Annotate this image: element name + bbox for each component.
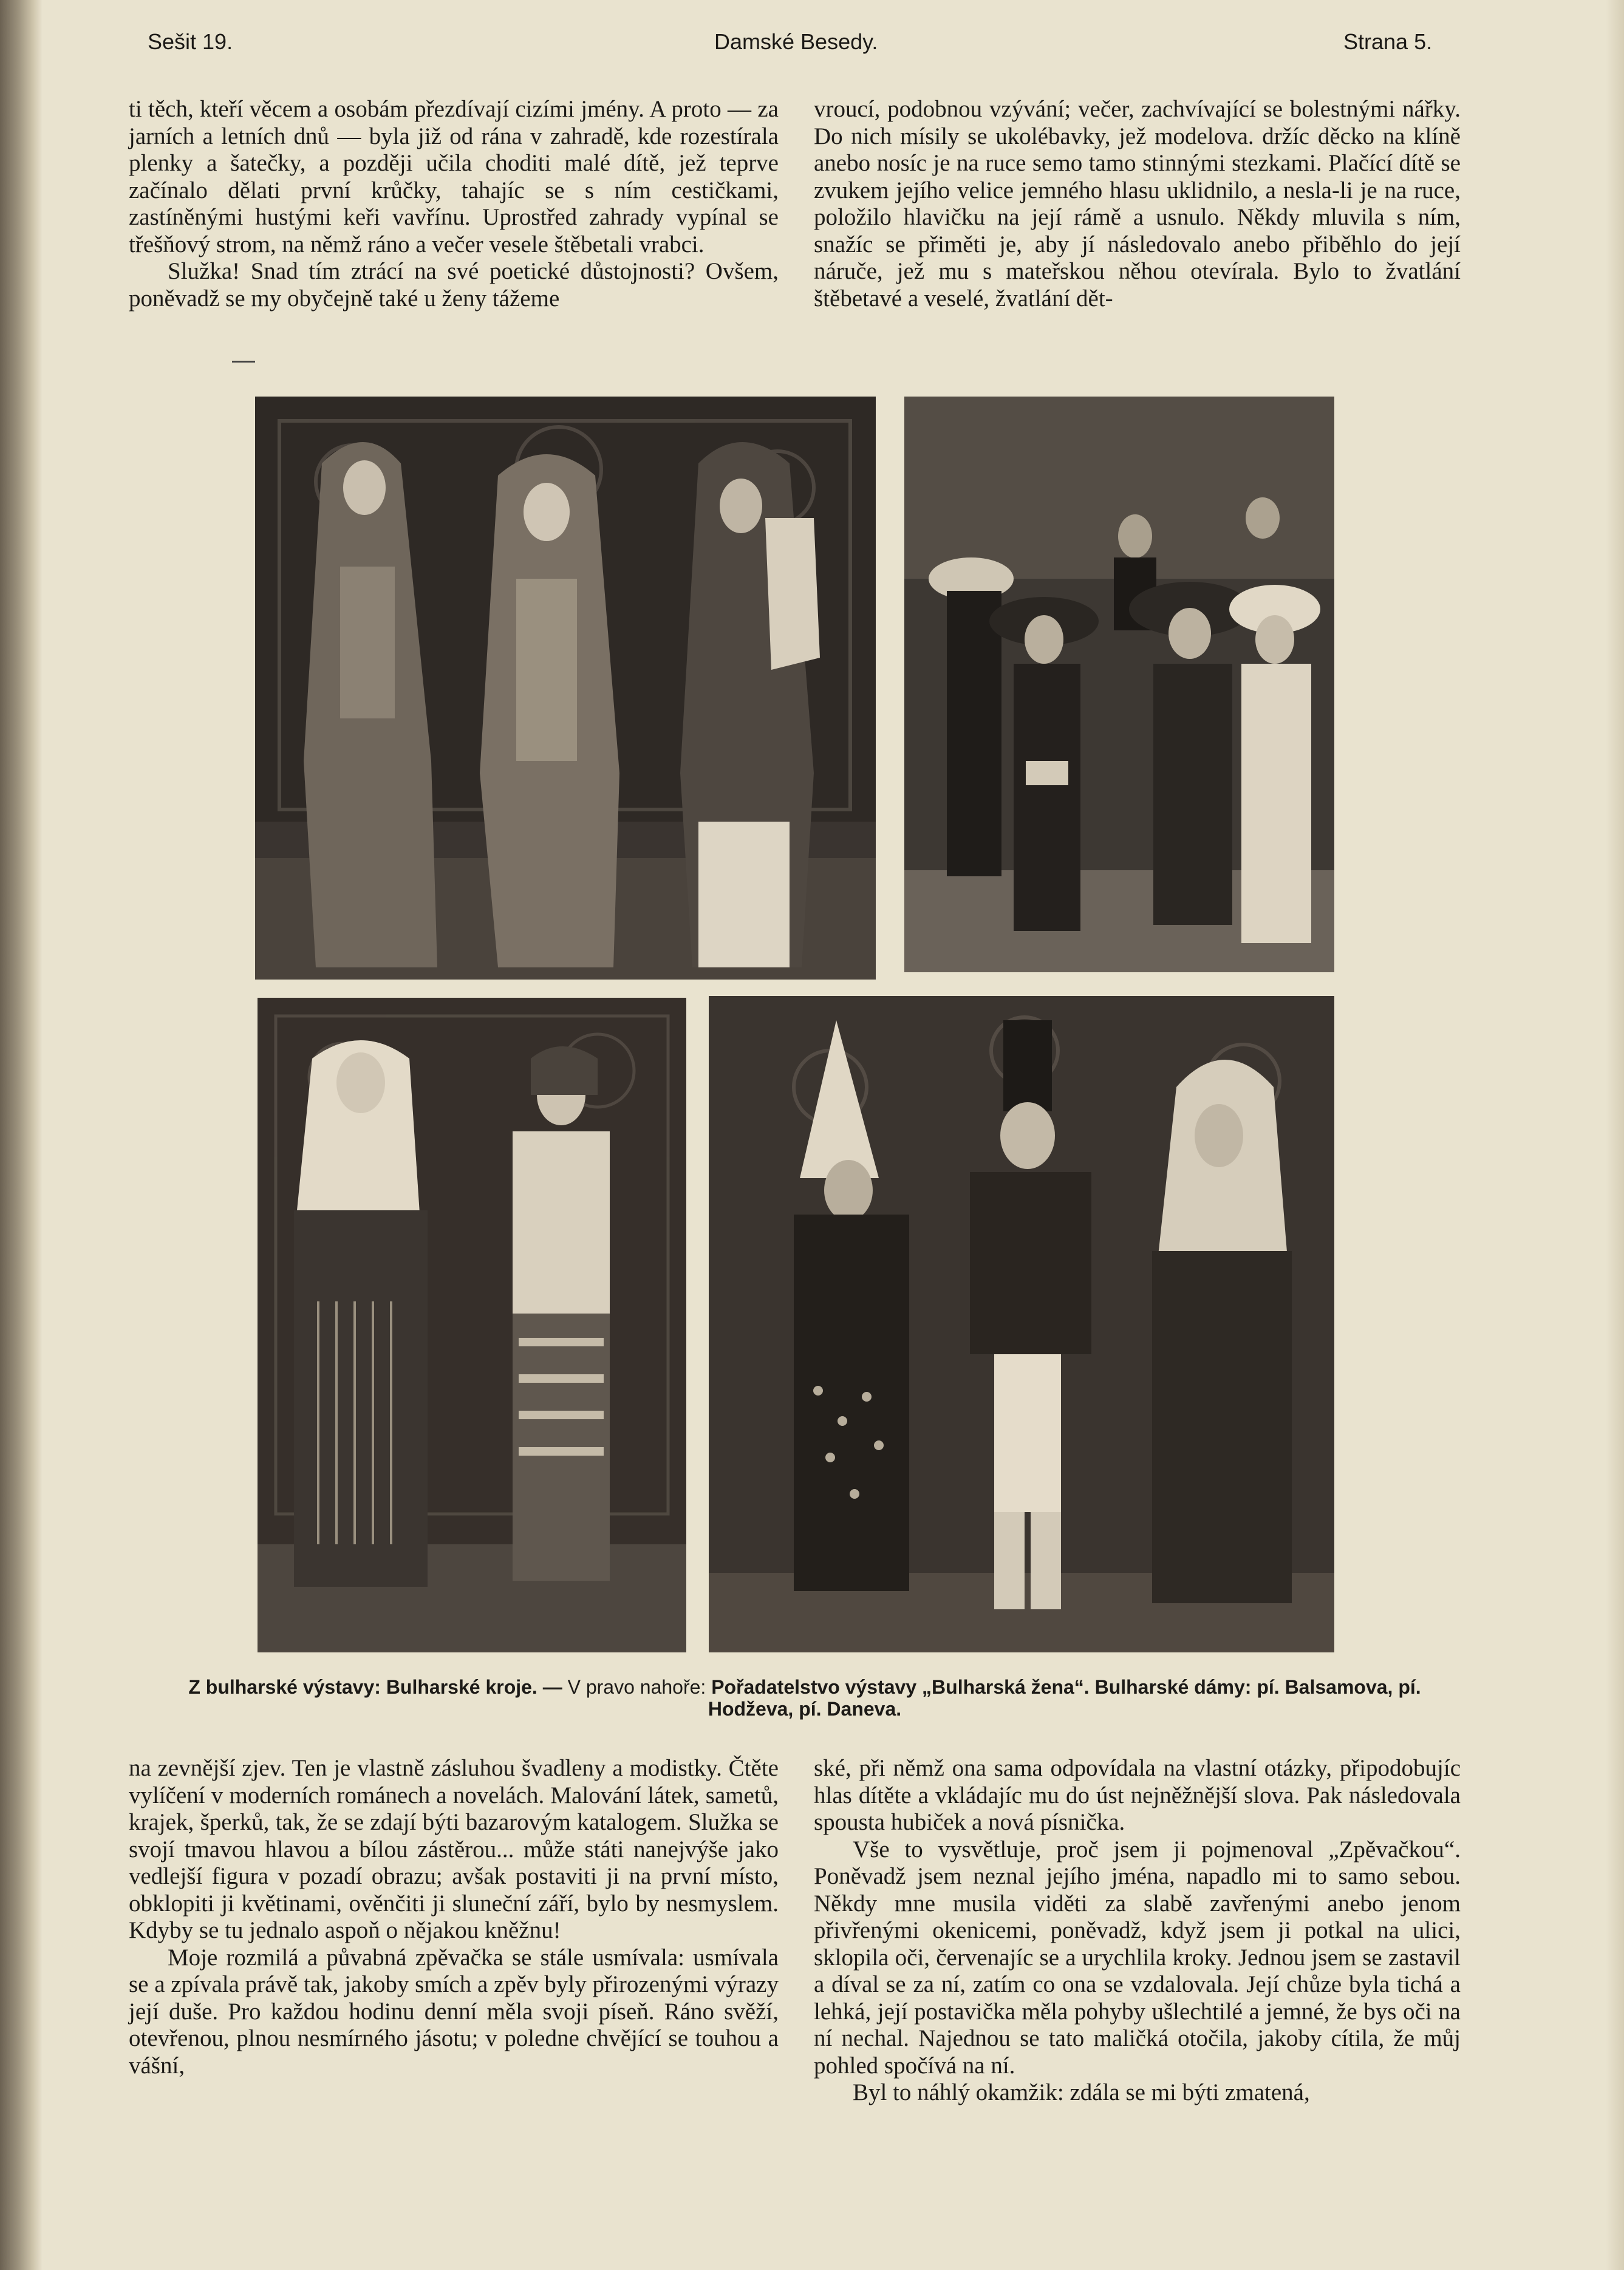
header-issue: Sešit 19. — [148, 29, 233, 54]
text-column-top-right — [814, 96, 1461, 312]
paragraph: ské, při němž ona sama odpovídala na vlastní otázky, připodobujíc hlas dítěte a vkládajíc mu do úst nejněžnější slova. Pak následovala spousta hubiček a nová písnička. — [814, 1755, 1461, 1835]
caption-position: V pravo nahoře: — [562, 1676, 712, 1698]
paragraph: Vše to vysvětluje, proč jsem ji pojmenoval „Zpěvačkou“. Poněvadž jsem neznal jejího jména, napadlo mi to samo sebou. Někdy mne musila viděti za slabě zavřenými anebo jenom přivřenými okenicemi, poněvadž, když jsem ji potkal na ulici, sklopila oči, červenajíc se a urychlila kroky. Jednou jsem se zastavil a díval se za ní, zatím co ona se vzdalovala. Její chůze byla tichá a lehká, její postavička měla pohyby ušlechtilé a jemné, že bys oči na ní nechal. Najednou se tato maličká otočila, jakoby cítila, že můj pohled spočívá na ní. — [814, 1836, 1461, 2079]
caption-description: Pořadatelstvo výstavy „Bulharská žena“. Bulharské dámy: pí. Balsamova, pí. Hodževa, pí. Daneva. — [708, 1676, 1421, 1720]
photo-three-women-costumes — [255, 397, 876, 980]
photo-man-and-women-costumes — [709, 996, 1334, 1652]
separator-dash — [232, 361, 255, 363]
page-binding-shadow — [0, 0, 43, 2270]
paragraph: Byl to náhlý okamžik: zdála se mi býti zmatená, — [853, 2079, 1310, 2105]
photo-two-women-costumes — [258, 998, 686, 1652]
photo-caption — [152, 1676, 1458, 1720]
page-edge — [1606, 0, 1624, 2270]
photo-organizers-group — [904, 397, 1334, 972]
header-title: Damské Besedy. — [714, 29, 878, 54]
header-page: Strana 5. — [1343, 29, 1433, 54]
text-column-bottom-right — [814, 1755, 1461, 2107]
paragraph: ti těch, kteří věcem a osobám přezdívají cizími jmény. A proto — za jarních a letních dnů — byla již od rána v zahradě, kde rozestírala plenky a šatečky, a později učila choditi malé dítě, jež teprve začínalo dělati první krůčky, tahajíc se s ním cestičkami, zastíněnými hustými keři vavřínu. Uprostřed zahrady vypínal se třešňový strom, na němž ráno a večer vesele štěbetali vrabci. — [129, 96, 779, 257]
caption-title: Z bulharské výstavy: Bulharské kroje. — — [188, 1676, 562, 1698]
text-column-top-left — [129, 96, 779, 312]
paragraph: vroucí, podobnou vzývání; večer, zachvívající se bolestnými nářky. Do nich mísily se ukolébavky, jež modelova. držíc děcko na klíně anebo nosíc je na ruce semo tamo stinnými stezkami. Plačící dítě se zvukem jejího velice jemného hlasu uklidnilo, a nesla-li je na ruce, položilo hlavičku na její rámě a usnulo. Někdy mluvila s ním, snažíc se přiměti je, aby jí následovalo anebo přiběhlo do její náruče, jež mu s mateřskou něhou otevírala. Bylo to žvatlání štěbetavé a veselé, žvatlání dět- — [814, 96, 1461, 312]
paragraph: na zevnější zjev. Ten je vlastně zásluhou švadleny a modistky. Čtěte vylíčení v moderních románech a novelách. Malování látek, sametů, krajek, šperků, tak, že se zdají býti bazarovým katalogem. Služka se svojí tmavou hlavou a bílou zástěrou... může státi nanejvýše jako vedlejší figura v pozadí obrazu; avšak postaviti ji na první místo, obklopiti ji květinami, ověnčiti ji sluneční září, bylo by nesmyslem. Kdyby se tu jednalo aspoň o nějakou kněžnu! — [129, 1755, 779, 1943]
text-column-bottom-left — [129, 1755, 779, 2079]
paragraph: Služka! Snad tím ztrácí na své poetické důstojnosti? Ovšem, poněvadž se my obyčejně také u ženy tážeme — [129, 258, 779, 312]
paragraph: Moje rozmilá a půvabná zpěvačka se stále usmívala: usmívala se a zpívala právě tak, jakoby smích a zpěv byly přirozenými výrazy její duše. Pro každou hodinu denní měla svoji píseň. Ráno svěží, otevřenou, plnou nesmírného jásotu; v poledne chvějící se touhou a vášní, — [129, 1944, 779, 2079]
